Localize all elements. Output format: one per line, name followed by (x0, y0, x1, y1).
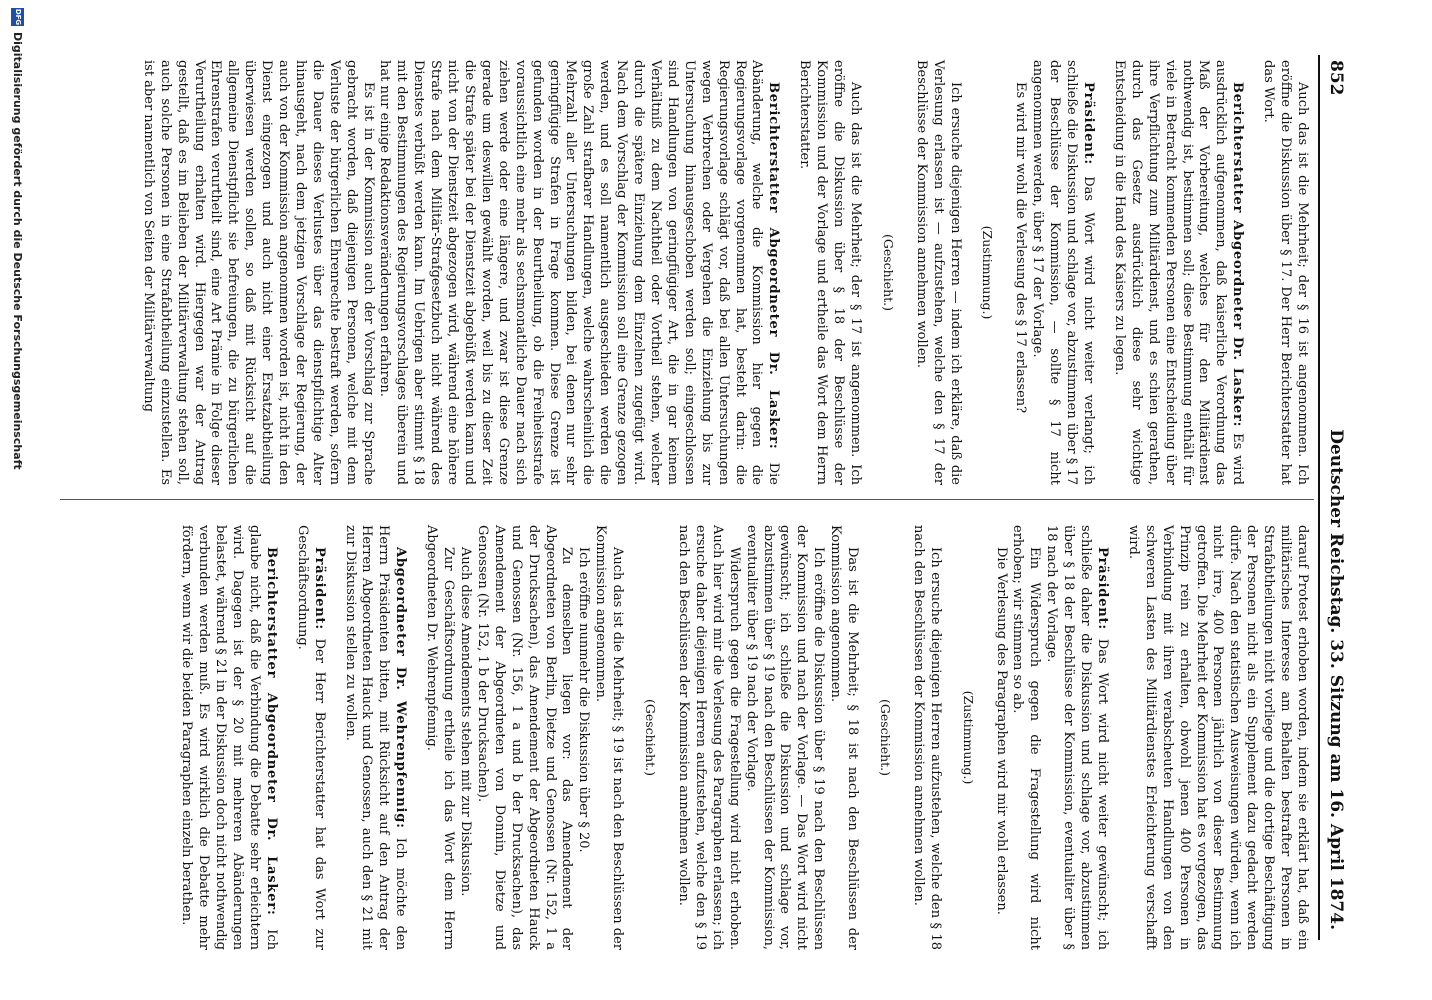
paragraph: Die Verlesung des Paragraphen wird mir wohl erlassen. (993, 547, 1009, 915)
paragraph: Ein Widerspruch gegen die Fragestellung wird nicht erhoben; wir stimmen so ab. (1010, 525, 1043, 950)
paragraph: Auch diese Amendements stehen mit zur Diskussion. (458, 547, 474, 897)
page-header (1320, 60, 1346, 930)
paragraph: Ich eröffne die Diskussion über § 19 nach den Beschlüssen der Kommission und nach der Vorlage. — Das Wort wird nicht gewünscht; ich schließe die Diskussion und schlage vor, abzustimmen über § 19 nach den Beschlüssen der Kommission, eventualiter über § 19 nach der Vorlage. (743, 525, 827, 950)
paragraph (177, 525, 278, 950)
paragraph: Es ist in der Kommission auch der Vorschlag zur Sprache gebracht worden, daß diejenigen Personen, welche mit dem Verluste der bürgerlichen Ehrenrechte bestraft werden, sofern die Dauer dieses Verlustes über das dienstpflichtige Alter hinausgeht, nach dem jetzigen Vorschlage der Regierung, der auch von der Kommission angenommen worden ist, nicht in den Dienst eingezogen und auch nicht einer Ersatzabtheilung überwiesen werden sollen, so daß mit Rücksicht auf die allgemeine Dienstpflicht sie befreiungen, die zu bürgerlichen Ehrenstrafen verurtheilt sind, eine Art Prämie in Folge dieser Verurtheilung erhalten wird. Hiergegen war der Antrag gestellt, daß es im Belieben der Militärverwaltung stehen soll, auch solche Personen in eine Strafabtheilung einzustellen. Es ist aber namentlich von Seiten der Militärverwaltung (140, 60, 376, 485)
paragraph: Ich ersuche diejenigen Herren aufzustehen, welche den § 18 nach den Beschlüssen der Kommission annehmen wollen. (910, 525, 943, 950)
page-number: 852 (1326, 60, 1346, 96)
speech-text: Es wird ausdrücklich aufgenommen, daß kaiserliche Verordnung das Maß der Vorbereitung, welches für den Militärdienst nothwendig ist, bestimmen soll; diese Bestimmung enthält für viele in Betracht kommenden Personen eine Entscheidung über ihre Verpflichtung zum Militärdienst, und es schien gerathen, durch das Gesetz ausdrücklich diese sehr wichtige Entscheidung in die Hand des Kaisers zu legen. (1111, 60, 1246, 485)
paragraph (376, 60, 782, 485)
paragraph: Ich ersuche diejenigen Herren — indem ich erkläre, daß die Verlesung erlassen ist — aufzustehen, welche den § 17 der Beschlüsse der Kommission annehmen wollen. (913, 60, 963, 485)
speaker-name: Präsident: (1095, 547, 1111, 630)
stage-note: (Geschieht.) (643, 698, 659, 777)
paragraph: Auch das ist die Mehrheit; der § 17 ist angenommen. Ich eröffne die Diskussion über § 18 der Beschlüsse der Kommission und der Vorlage und ertheile das Wort dem Herrn Berichterstatter. (797, 60, 863, 485)
page-title: Deutscher Reichstag. 33. Sitzung am 16. April 1874. (1326, 429, 1346, 930)
footer-text: Digitalisierung gefördert durch die Deutsche Forschungsgemeinschaft (11, 32, 25, 470)
paragraph: darauf Protest erhoben worden, indem sie erklärt hat, daß ein militärisches Interesse am Behalten bestrafter Personen in Strafabtheilungen nicht vorliege und die dortige Beschäftigung der Personen nicht als ein Supplement dazu gedacht werden dürfe. Nach den statistischen Ausweisungen würden, wenn ich nicht irre, 400 Personen jährlich von dieser Bestimmung getroffen. Die Mehrheit der Kommission hat es vorgezogen, das Prinzip rein zu erhalten, obwohl jenen 400 Personen in Verbindung mit ihren verabscheuten Handlungen von den schweren Lasten des Militärdienstes Erleichterung verschafft wird. (1125, 525, 1310, 950)
paragraph: Auch das ist die Mehrheit; der § 16 ist angenommen. Ich eröffne die Diskussion über § 17. Der Herr Berichterstatter hat das Wort. (1261, 60, 1310, 485)
speaker-name: Präsident: (1081, 82, 1097, 165)
stage-note: (Zustimmung.) (960, 690, 976, 785)
column-divider (60, 499, 1314, 500)
paragraph: Es wird mir wohl die Verlesung des § 17 erlassen? (1013, 82, 1029, 414)
speaker-name: Berichterstatter Abgeordneter Dr. Lasker: (263, 547, 279, 916)
digitization-footer (8, 0, 28, 1000)
stage-note: (Geschieht.) (877, 698, 893, 777)
stage-note: (Geschieht.) (880, 233, 896, 312)
speech-text: Der Herr Berichterstatter hat das Wort zur Geschäftsordnung. (294, 525, 327, 951)
paragraph: Auch das ist die Mehrheit; § 19 ist nach den Beschlüssen der Kommission angenommen. (593, 525, 626, 950)
dfg-logo-icon: DFG (12, 8, 25, 26)
paragraph: Das ist die Mehrheit; § 18 ist nach den Beschlüssen der Kommission angenommen. (828, 525, 861, 950)
paragraph: Widerspruch gegen die Fragestellung wird nicht erhoben. Auch hier wird mir die Verlesung des Paragraphen erlassen; ich ersuche daher diejenigen Herren aufzustehen, welche den § 19 nach den Beschlüssen der Kommission annehmen wollen. (676, 525, 742, 950)
speaker-name: Präsident: (311, 547, 327, 630)
speaker-name: Abgeordneter Dr. Wehrenpfennig: (393, 547, 409, 829)
header-rule (1318, 55, 1320, 940)
paragraph: Zur Geschäftsordnung ertheile ich das Wort dem Herrn Abgeordneten Dr. Wehrenpfennig. (424, 525, 457, 950)
left-column (139, 60, 1310, 485)
speaker-name: Berichterstatter Abgeordneter Dr. Lasker: (766, 82, 782, 450)
paragraph (293, 525, 327, 950)
paragraph: Ich eröffne nunmehr die Diskussion über § 20. (576, 547, 592, 853)
speaker-name: Berichterstatter Abgeordneter Dr. Lasker: (1230, 82, 1246, 428)
paragraph (341, 525, 409, 950)
speech-text: Das Wort wird nicht weiter verlangt; ich schließe die Diskussion und schlage vor, abzustimmen über § 17 der Beschlüsse der Kommission, — sollte § 17 nicht angenommen werden, über § 17 der Vorlage. (1030, 60, 1097, 485)
paragraph: Zu demselben liegen vor: das Amendement der Abgeordneten von Berlin, Dietze und Genossen (Nr. 152, 1 a der Drucksachen), das Amendement der Abgeordneten Hauck und Genossen (Nr. 156, 1 a und b der Drucksachen), das Amendement der Abgeordneten von Donnin, Dietze und Genossen (Nr. 152, 1 b der Drucksachen). (474, 525, 575, 950)
paragraph (1110, 60, 1245, 485)
speech-text: Das Wort wird nicht weiter gewünscht; ich schließe daher die Diskussion und schlage vor, abzustimmen über § 18 der Beschlüsse der Kommission, eventualiter über § 18 nach der Vorlage. (1044, 525, 1111, 950)
paragraph (1028, 60, 1096, 485)
speech-text: Die Abänderung, welche die Kommission hier gegen die Regierungsvorlage vorgenommen hat, besteht darin: die Regierungsvorlage schlägt vor, daß bei allen Untersuchungen wegen Verbrechen oder Vergehen die Einziehung bis zur Untersuchung hinausgeschoben werden soll; eingeschlossen sind Handlungen von geringfügiger Art, die in gar keinem Verhältniß zu dem Nachtheil oder Vortheil stehen, welcher durch die spätere Einziehung dem Einzelnen zugefügt wird. Nach dem Vorschlag der Kommission soll eine Grenze gezogen werden, und es soll namentlich ausgeschieden werden die große Zahl strafbarer Handlungen, welche wahrscheinlich die Mehrzahl aller Untersuchungen bilden, bei denen nur sehr geringfügige Strafen in Frage kommen. Diese Grenze ist gefunden worden in der Beurtheilung, ob die Freiheitsstrafe voraussichtlich eine mehr als sechsmonatliche Dauer nach sich ziehen werde oder eine längere, und zwar ist diese Grenze gerade um deswillen gewählt worden, weil bis zu dieser Zeit die Strafe später bei der Dienstzeit abgebüßt werden kann und nicht von der Dienstzeit abgezogen wird, während eine höhere Strafe nach dem Militär-Strafgesetzbuch nicht während des Dienstes verbüßt werden kann. Im Uebrigen aber stimmt § 18 mit den Bestimmungen des Regierungsvorschlages überein und hat nur einige Redaktionsveränderungen erfahren. (377, 60, 782, 485)
stage-note: (Zustimmung.) (980, 225, 996, 320)
speech-text: Ich möchte den Herrn Präsidenten bitten, mit Rücksicht auf den Antrag der Herren Abgeordneten Hauck und Genossen, auch den § 21 mit zur Diskussion stellen zu wollen. (342, 525, 409, 950)
right-column (177, 525, 1310, 950)
paragraph (1042, 525, 1110, 950)
speech-text: Ich glaube nicht, daß die Verbindung die Debatte sehr erleichtern wird. Dagegen ist der § 20 mit mehreren Abänderungen belastet, während § 21 in der Diskussion doch nicht nothwendig verbunden werden muß. Es wird wirklich die Debatte mehr fördern, wenn wir die beiden Paragraphen einzeln berathen. (179, 525, 279, 950)
